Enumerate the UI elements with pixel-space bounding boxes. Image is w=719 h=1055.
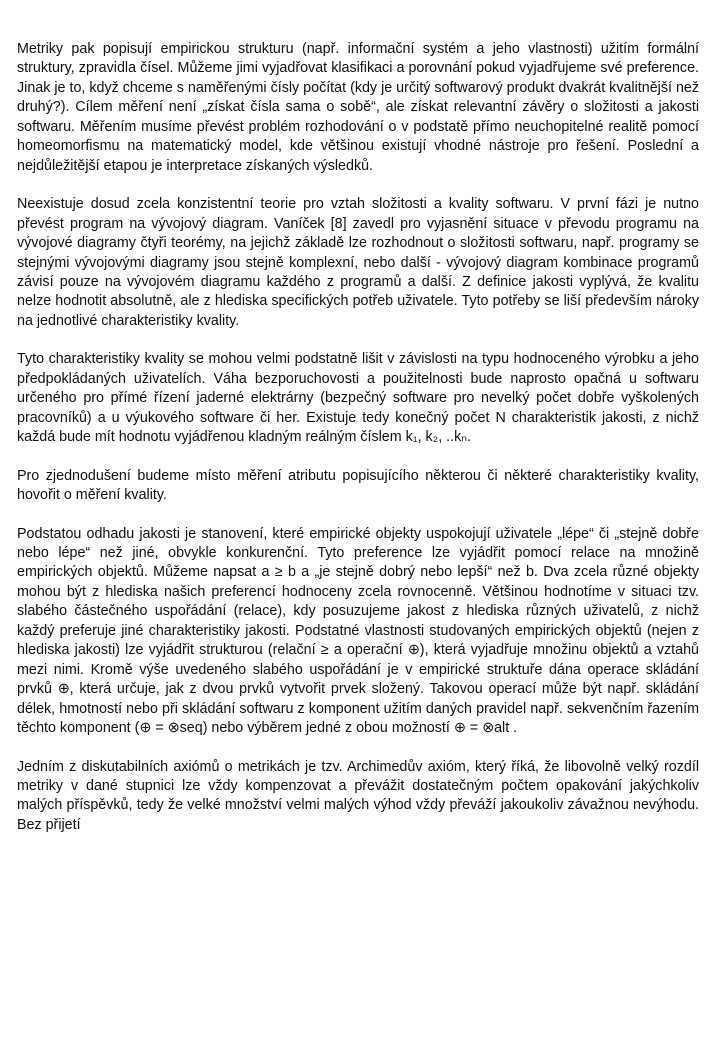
- paragraph-archimedes-axiom: Jedním z diskutabilních axiómů o metrikách je tzv. Archimedův axióm, který říká, že libovolně velký rozdíl metriky v dané stupnici lze vždy kompenzovat a převážit dostatečným počtem opakování jakýchkoliv malých příspěvků, tedy že velké množství velmi malých výhod vždy převáží jakoukoliv závažnou nevýhodu. Bez přijetí: [17, 758, 699, 833]
- paragraph-quality-estimation: Podstatou odhadu jakosti je stanovení, které empirické objekty uspokojují uživatele „lépe“ či „stejně dobře nebo lépe“ než jiné, obvykle konkurenční. Tyto preference lze vyjádřit pomocí relace na množině empirických objektů. Můžeme napsat a ≥ b a „je stejně dobrý nebo lepší“ než b. Dva zcela různé objekty mohou být z hlediska našich preferencí hodnoceny zcela rovnocenně. Většinou hodnotíme v situaci tzv. slabého částečného uspořádání (relace), kdy posuzujeme jakost z hlediska různých uživatelů, z nichž každý preferuje jiné charakteristiky jakosti. Podstatné vlastnosti studovaných empirických objektů (nejen z hlediska jakosti) lze vyjádřit strukturou (relační ≥ a operační ⊕), která vyjadřuje množinu objektů a vztahů mezi nimi. Kromě výše uvedeného slabého uspořádání je v empirické struktuře dána operace skládání prvků ⊕, která určuje, jak z dvou prvků vytvořit prvek složený. Takovou operací může být např. skládání délek, hmotností nebo při skládání softwaru z komponent užitím daných pravidel např. sekvenčním řazením těchto komponent (⊕ = ⊗seq) nebo výběrem jedné z obou možností ⊕ = ⊗alt .: [17, 525, 699, 737]
- paragraph-simplification: Pro zjednodušení budeme místo měření atributu popisujícího některou či některé charakteristiky kvality, hovořit o měření kvality.: [17, 467, 699, 504]
- document-page: [17, 40, 699, 835]
- paragraph-quality-characteristics: Tyto charakteristiky kvality se mohou velmi podstatně lišit v závislosti na typu hodnoceného výrobku a jeho předpokládaných uživatelích. Váha bezporuchovosti a použitelnosti bude naprosto opačná u softwaru určeného pro přímé řízení jaderné elektrárny (bezpečný software pro nevelký počet dobře vyškolených pracovníků) a u výukového software či her. Existuje tedy konečný počet N charakteristik jakosti, z nichž každá bude mít hodnotu vyjádřenou kladným reálným číslem k₁, k₂, ..kₙ.: [17, 351, 699, 446]
- paragraph-metrics-structure: Metriky pak popisují empirickou strukturu (např. informační systém a jeho vlastnosti) užitím formální struktury, zpravidla čísel. Můžeme jimi vyjadřovat klasifikaci a porovnání pokud vyjadřujeme své preference. Jinak je to, když chceme s naměřenými čísly počítat (kdy je určitý softwarový produkt dvakrát kvalitnější než druhý?). Cílem měření není „získat čísla sama o sobě“, ale získat relevantní závěry o složitosti a jakosti softwaru. Měřením musíme převést problém rozhodování o v podstatě přímo neuchopitelné realitě pomocí homeomorfismu na matematický model, kde většinou existují vhodné nástroje pro řešení. Poslední a nejdůležitější etapou je interpretace získaných výsledků.: [17, 41, 699, 174]
- paragraph-complexity-theory: Neexistuje dosud zcela konzistentní teorie pro vztah složitosti a kvality softwaru. V první fázi je nutno převést program na vývojový diagram. Vaníček [8] zavedl pro vyjasnění situace v převodu programu na vývojové diagramy čtyři teorémy, na jejichž základě lze rozhodnout o složitosti softwaru, např. programy se stejnými vývojovými diagramy jsou stejně komplexní, nebo další - vývojový diagram kombinace programů závisí pouze na vývojovém diagramu každého z programů a další. Z definice jakosti vyplývá, že kvalitu nelze hodnotit absolutně, ale z hlediska specifických potřeb uživatele. Tyto potřeby se liší především nároky na jednotlivé charakteristiky kvality.: [17, 196, 699, 329]
